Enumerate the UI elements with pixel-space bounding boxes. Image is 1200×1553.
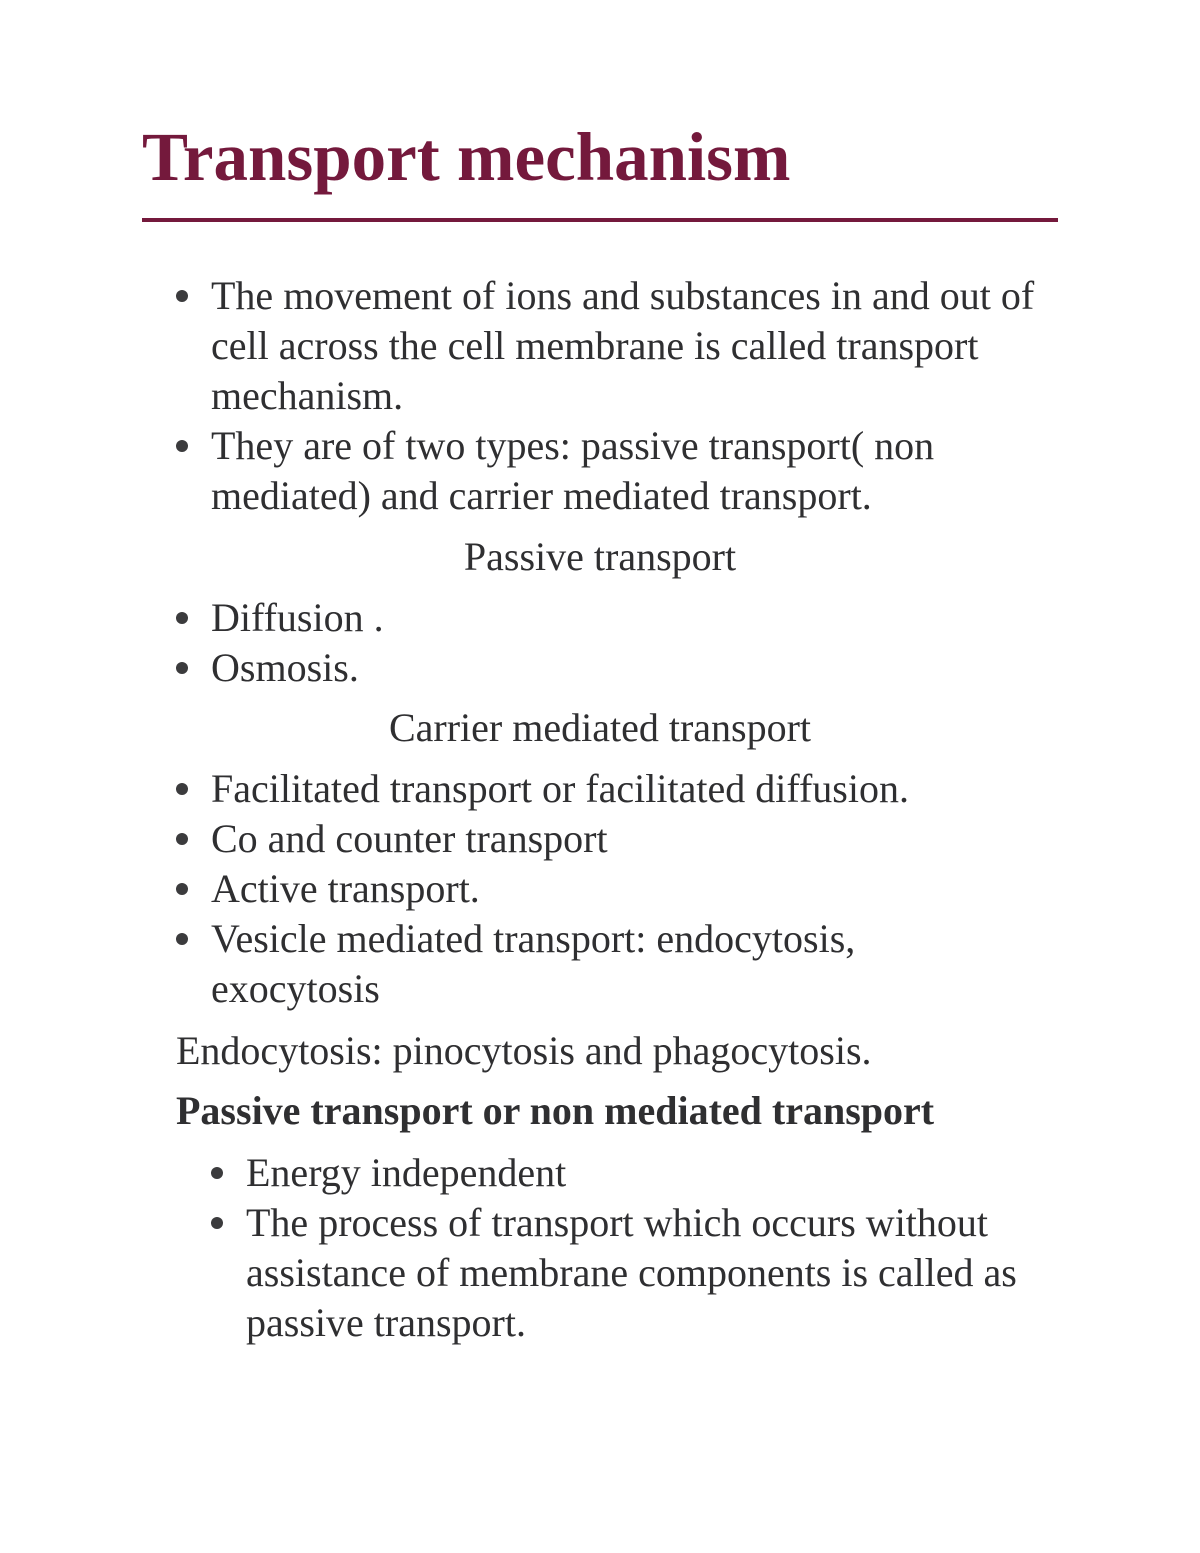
bullet-icon: [176, 290, 188, 302]
passive-transport-list: [176, 593, 1076, 693]
intro-bullet-list: [176, 271, 1076, 521]
bullet-icon: [176, 883, 188, 895]
list-item: [176, 864, 1076, 914]
list-item-text: Facilitated transport or facilitated diffusion.: [211, 766, 909, 811]
list-item: [211, 1148, 1091, 1198]
bullet-icon: [211, 1217, 223, 1229]
bullet-icon: [176, 662, 188, 674]
list-item: [176, 764, 1076, 814]
list-item: [176, 593, 1076, 643]
carrier-mediated-list: [176, 764, 1076, 1014]
list-item: [211, 1198, 1091, 1348]
list-item: [176, 271, 1081, 421]
list-item: [176, 643, 1076, 693]
list-item: [176, 914, 951, 1014]
bullet-icon: [176, 612, 188, 624]
list-item-text: The process of transport which occurs without assistance of membrane components is called as passive transport.: [246, 1200, 1017, 1345]
non-mediated-list: [211, 1148, 1091, 1348]
bullet-icon: [176, 933, 188, 945]
endocytosis-line: Endocytosis: pinocytosis and phagocytosis.: [176, 1028, 872, 1073]
list-item-text: Energy independent: [246, 1150, 567, 1195]
bullet-icon: [176, 833, 188, 845]
bullet-icon: [176, 783, 188, 795]
list-item: [176, 421, 1031, 521]
list-item-text: Active transport.: [211, 866, 480, 911]
bullet-icon: [176, 440, 188, 452]
list-item-text: Vesicle mediated transport: endocytosis, exocytosis: [211, 916, 856, 1011]
list-item-text: Diffusion .: [211, 595, 384, 640]
list-item-text: They are of two types: passive transport( non mediated) and carrier mediated transport.: [211, 423, 935, 518]
title-divider: [142, 218, 1058, 222]
non-mediated-heading: Passive transport or non mediated transport: [176, 1088, 935, 1133]
bullet-icon: [211, 1167, 223, 1179]
list-item-text: Co and counter transport: [211, 816, 608, 861]
carrier-mediated-heading: Carrier mediated transport: [388, 705, 812, 750]
list-item-text: Osmosis.: [211, 645, 359, 690]
list-item: [176, 814, 1076, 864]
list-item-text: The movement of ions and substances in and out of cell across the cell membrane is called transport mechanism.: [211, 273, 1035, 418]
page-title: Transport mechanism: [142, 119, 791, 195]
passive-transport-heading: Passive transport: [463, 534, 737, 579]
